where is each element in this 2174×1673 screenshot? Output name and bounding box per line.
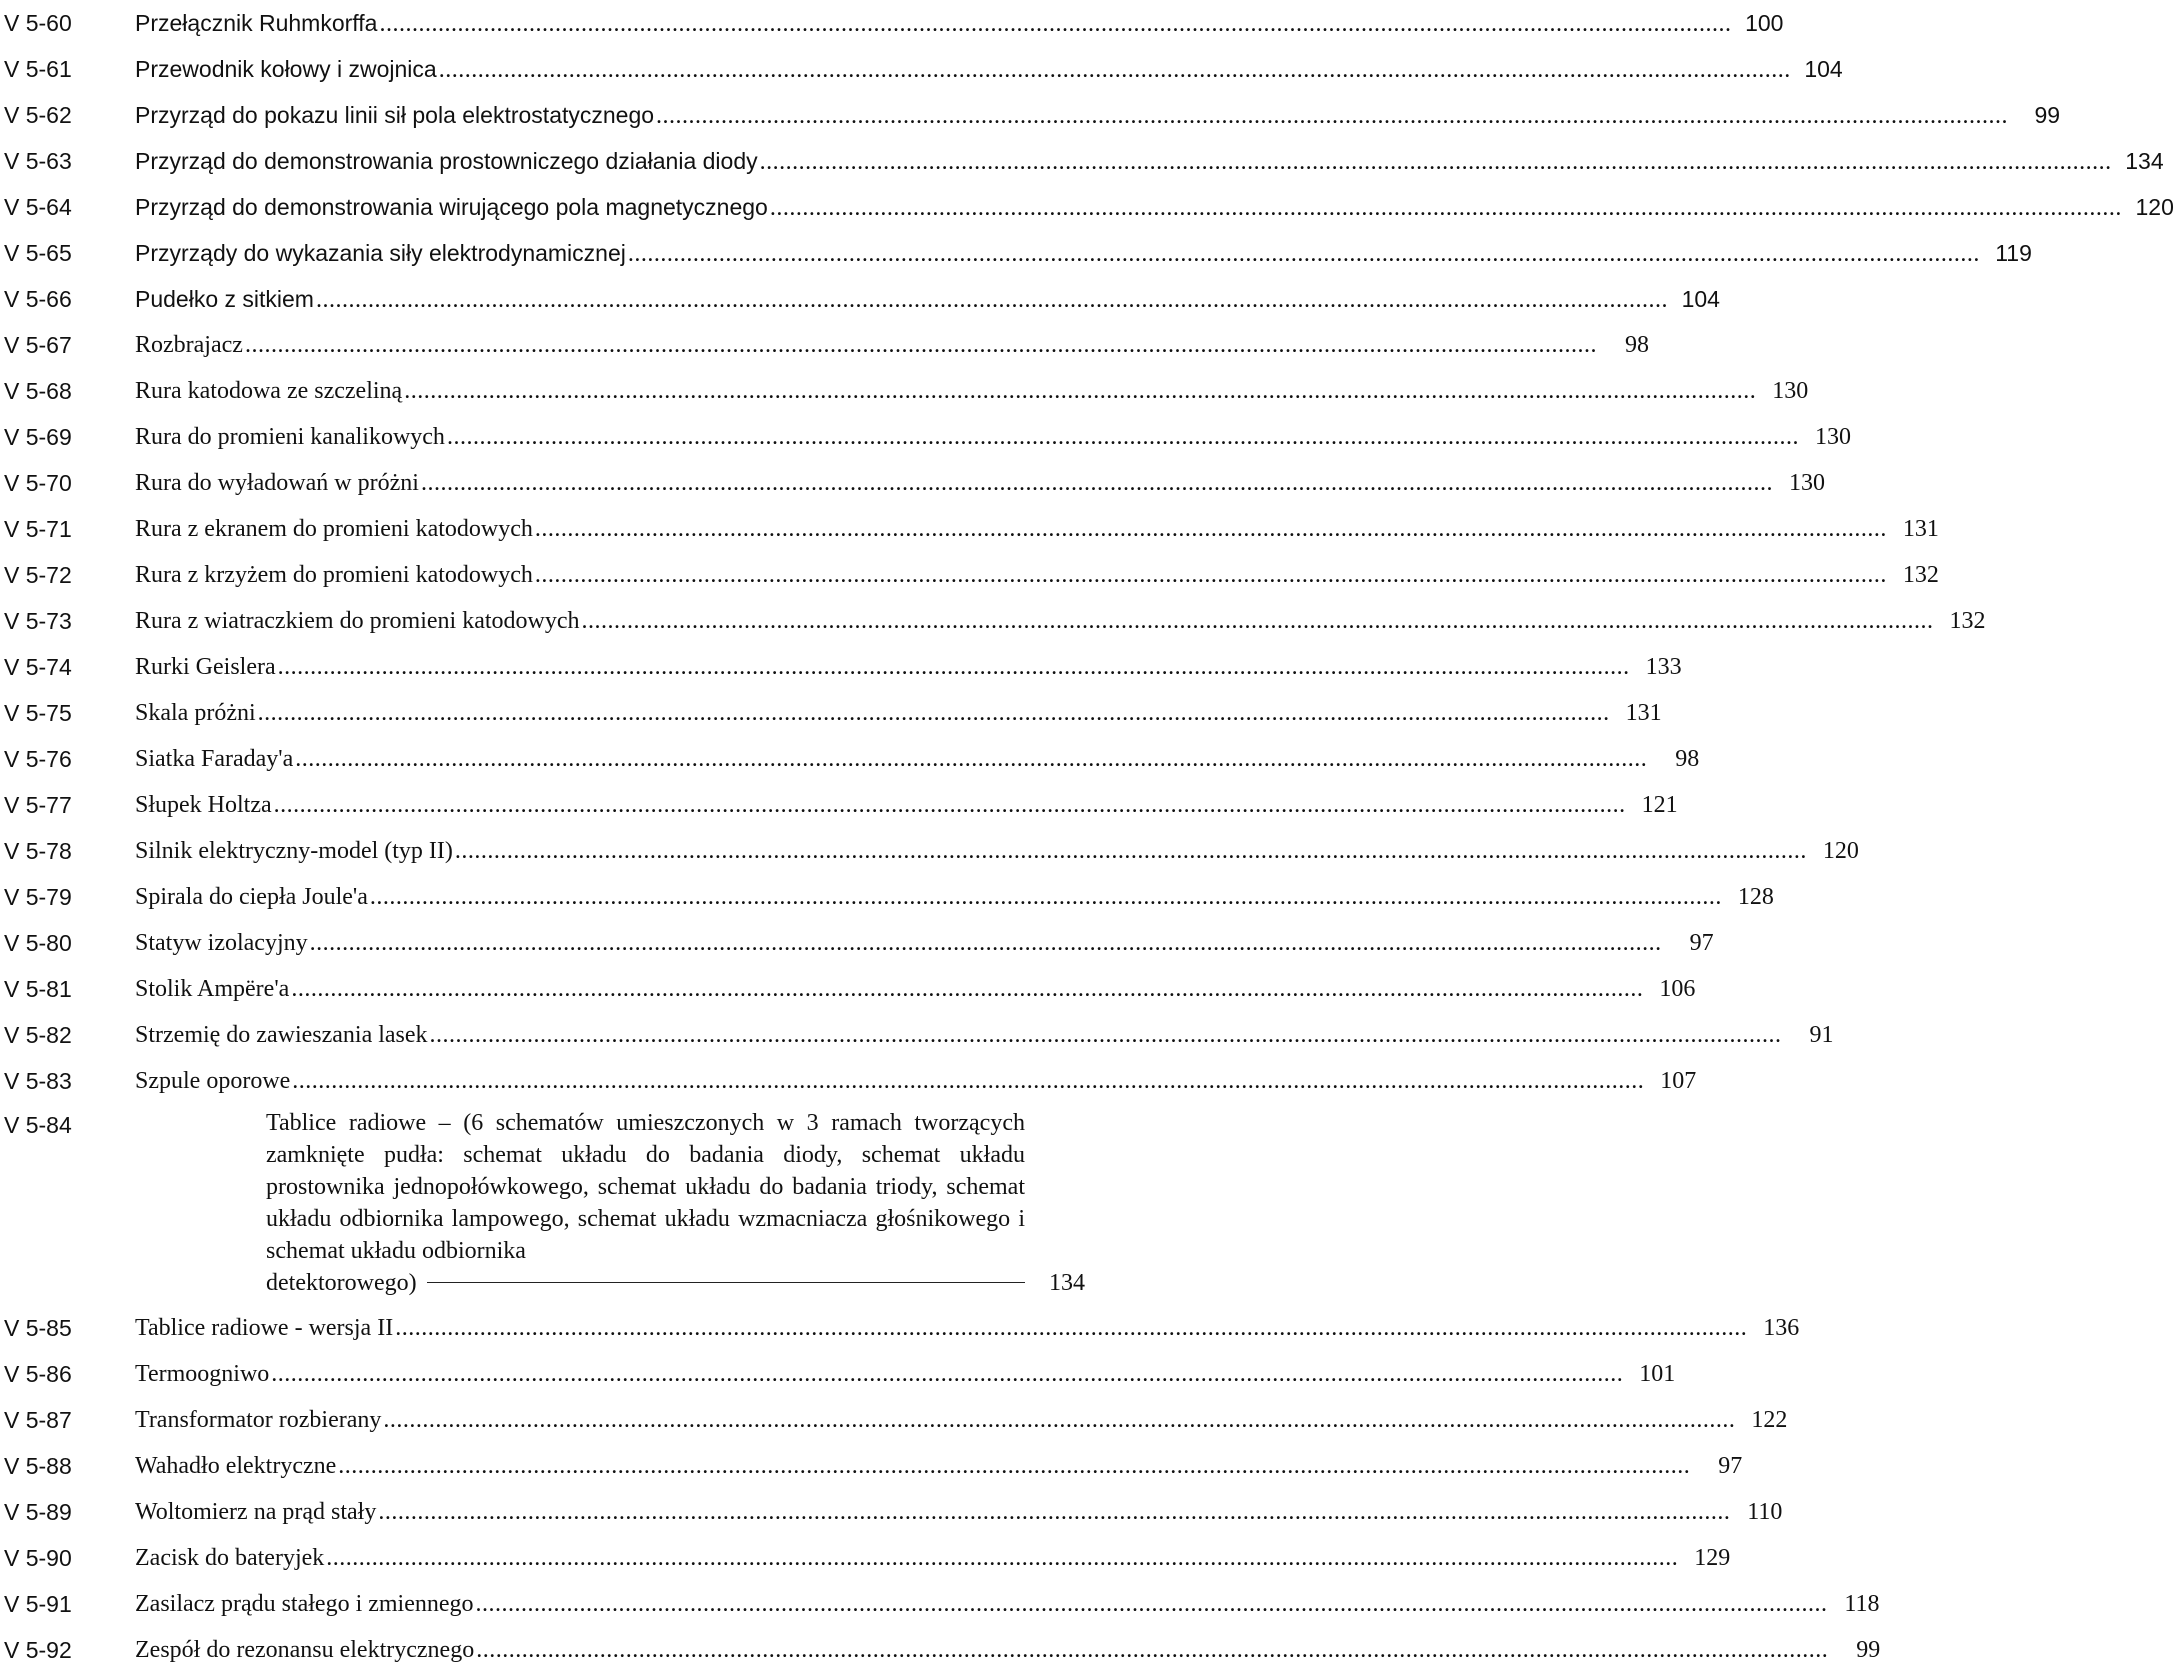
dot-leader [760, 139, 2112, 185]
entry-body [135, 276, 1720, 323]
toc-entry [4, 966, 1696, 1012]
entry-title: Rura katodowa ze szczeliną [135, 378, 403, 404]
dot-leader [430, 1012, 1782, 1058]
entry-title: Wahadło elektryczne [135, 1453, 337, 1479]
entry-page-number: 132 [1949, 608, 1986, 634]
dot-leader [245, 322, 1597, 368]
entry-page-number: 100 [1745, 10, 1784, 36]
entry-body [135, 184, 2174, 231]
entry-description: Tablice radiowe – (6 schematów umieszczonych w 3 ramach tworzących zamknięte pudła: schemat układu do badania diody, schemat układu prostownika jednopołówkowego, schemat układu do badania triody, schemat układu odbiornika lampowego, schemat układu wzmacniacza głośnikowego i schemat układu odbiornika [266, 1110, 1025, 1264]
entry-page-number: 122 [1751, 1407, 1788, 1433]
entry-title: Rura do wyładowań w próżni [135, 470, 419, 496]
entry-body [135, 552, 1939, 598]
entry-page-number: 134 [1049, 1270, 1085, 1296]
entry-body [135, 1489, 1783, 1535]
dot-leader [291, 966, 1643, 1012]
dot-leader [535, 552, 1887, 598]
toc-entry [4, 736, 1700, 782]
entry-code: V 5-84 [4, 1112, 72, 1138]
entry-title: Przewodnik kołowy i zwojnica [135, 56, 437, 82]
entry-code: V 5-64 [4, 194, 72, 220]
toc-entry [4, 1351, 1676, 1397]
entry-page-number: 99 [1856, 1637, 1881, 1663]
dot-leader [379, 1, 1731, 47]
toc-entry [4, 322, 1649, 368]
leader-line [427, 1282, 1025, 1283]
toc-entry [4, 782, 1678, 828]
entry-page-number: 130 [1772, 378, 1809, 404]
dot-leader [447, 414, 1799, 460]
entry-code: V 5-90 [4, 1545, 72, 1571]
entry-code: V 5-74 [4, 654, 72, 680]
toc-entry [4, 138, 2164, 184]
entry-code: V 5-62 [4, 102, 72, 128]
dot-leader [295, 736, 1647, 782]
entry-body [135, 1351, 1676, 1397]
entry-code: V 5-63 [4, 148, 72, 174]
entry-body [135, 506, 1939, 552]
entry-title: Siatka Faraday'a [135, 746, 294, 772]
dot-leader [271, 1351, 1623, 1397]
dot-leader [278, 644, 1630, 690]
entry-page-number: 131 [1625, 700, 1662, 726]
entry-code: V 5-76 [4, 746, 72, 772]
entry-code: V 5-71 [4, 516, 72, 542]
entry-page-number: 120 [1822, 838, 1859, 864]
entry-page-number: 110 [1747, 1499, 1783, 1525]
entry-code: V 5-70 [4, 470, 72, 496]
toc-entry [4, 1535, 1731, 1581]
entry-page-number: 118 [1844, 1591, 1880, 1617]
entry-body [266, 1107, 1085, 1299]
entry-title: Statyw izolacyjny [135, 930, 308, 956]
dot-leader [476, 1627, 1828, 1673]
dot-leader [292, 1058, 1644, 1104]
entry-page-number: 97 [1689, 930, 1714, 956]
entry-body [135, 46, 1843, 93]
entry-page-number: 91 [1809, 1022, 1834, 1048]
entry-title: Silnik elektryczny-model (typ II) [135, 838, 453, 864]
toc-entry [4, 506, 1939, 552]
entry-body [135, 1397, 1788, 1443]
entry-title: Rura z ekranem do promieni katodowych [135, 516, 533, 542]
dot-leader [395, 1305, 1747, 1351]
entry-body [135, 828, 1859, 874]
toc-entry [4, 552, 1939, 598]
entry-code: V 5-81 [4, 976, 72, 1002]
entry-title: Rurki Geislera [135, 654, 276, 680]
dot-leader [310, 920, 1662, 966]
dot-leader [770, 185, 2122, 231]
entry-body [135, 1581, 1880, 1627]
entry-page-number: 121 [1641, 792, 1678, 818]
toc-entry [4, 920, 1714, 966]
toc-entry [4, 1012, 1834, 1058]
entry-code: V 5-83 [4, 1068, 72, 1094]
entry-body [135, 1012, 1834, 1058]
entry-code: V 5-68 [4, 378, 72, 404]
dot-leader [404, 368, 1756, 414]
entry-title: Rura do promieni kanalikowych [135, 424, 445, 450]
entry-page-number: 129 [1694, 1545, 1731, 1571]
entry-title: Przyrządy do wykazania siły elektrodynamicznej [135, 240, 626, 266]
entry-body [135, 782, 1678, 828]
entry-code: V 5-61 [4, 56, 72, 82]
entry-page-number: 120 [2135, 194, 2174, 220]
toc-entry [4, 92, 2061, 138]
entry-title: Przyrząd do demonstrowania wirującego pola magnetycznego [135, 194, 768, 220]
toc-entry-multiline [4, 1104, 1085, 1305]
dot-leader [656, 93, 2008, 139]
entry-code: V 5-60 [4, 10, 72, 36]
dot-leader [535, 506, 1887, 552]
toc-entry [4, 1489, 1783, 1535]
entry-title: Spirala do ciepła Joule'a [135, 884, 368, 910]
toc-entry [4, 414, 1851, 460]
toc-entry [4, 230, 2032, 276]
entry-description-end: detektorowego) [266, 1270, 417, 1296]
entry-body [135, 460, 1825, 506]
toc-list-after [4, 1305, 1881, 1673]
toc-entry [4, 1581, 1880, 1627]
entry-page-number: 106 [1659, 976, 1696, 1002]
entry-title: Zacisk do bateryjek [135, 1545, 325, 1571]
toc-entry [4, 828, 1859, 874]
entry-page-number: 101 [1639, 1361, 1676, 1387]
entry-code: V 5-87 [4, 1407, 72, 1433]
toc-entry [4, 368, 1809, 414]
toc-entry [4, 1397, 1788, 1443]
toc-entry [4, 46, 1843, 92]
toc-entry [4, 1305, 1800, 1351]
entry-title: Przełącznik Ruhmkorffa [135, 10, 378, 36]
entry-body [135, 920, 1714, 966]
entry-body [135, 414, 1851, 460]
dot-leader [383, 1397, 1735, 1443]
entry-page-number: 107 [1660, 1068, 1697, 1094]
entry-code: V 5-65 [4, 240, 72, 266]
entry-code: V 5-78 [4, 838, 72, 864]
entry-page-number: 98 [1624, 332, 1649, 358]
entry-code: V 5-80 [4, 930, 72, 956]
toc-list-before [4, 0, 2174, 1104]
entry-page-number: 104 [1681, 286, 1720, 312]
entry-title: Rura z wiatraczkiem do promieni katodowych [135, 608, 580, 634]
entry-page-number: 136 [1763, 1315, 1800, 1341]
entry-body [135, 1305, 1800, 1351]
dot-leader [421, 460, 1773, 506]
dot-leader [338, 1443, 1690, 1489]
entry-title: Pudełko z sitkiem [135, 286, 314, 312]
toc-entry [4, 460, 1825, 506]
entry-code: V 5-82 [4, 1022, 72, 1048]
entry-title: Przyrząd do demonstrowania prostowniczego działania diody [135, 148, 758, 174]
entry-page-number: 133 [1645, 654, 1682, 680]
entry-body [135, 1443, 1743, 1489]
table-of-contents [4, 0, 2174, 1673]
entry-code: V 5-73 [4, 608, 72, 634]
entry-body [135, 874, 1774, 920]
entry-code: V 5-85 [4, 1315, 72, 1341]
entry-page-number: 99 [2034, 102, 2061, 128]
entry-body [135, 1535, 1731, 1581]
entry-body [135, 92, 2061, 139]
dot-leader [370, 874, 1722, 920]
entry-body [135, 322, 1649, 368]
entry-code: V 5-88 [4, 1453, 72, 1479]
entry-code: V 5-79 [4, 884, 72, 910]
entry-page-number: 130 [1814, 424, 1851, 450]
toc-entry [4, 1443, 1743, 1489]
entry-code: V 5-69 [4, 424, 72, 450]
toc-entry [4, 598, 1986, 644]
toc-entry [4, 276, 1720, 322]
entry-body [135, 1627, 1881, 1673]
entry-body [135, 230, 2032, 277]
dot-leader [439, 47, 1791, 93]
entry-code: V 5-86 [4, 1361, 72, 1387]
entry-code: V 5-92 [4, 1637, 72, 1663]
toc-entry [4, 0, 1784, 46]
entry-body [135, 1058, 1697, 1104]
entry-code: V 5-67 [4, 332, 72, 358]
entry-body [135, 138, 2164, 185]
entry-title: Tablice radiowe - wersja II [135, 1315, 394, 1341]
entry-code: V 5-89 [4, 1499, 72, 1525]
entry-body [135, 966, 1696, 1012]
toc-entry [4, 690, 1662, 736]
entry-title: Zespół do rezonansu elektrycznego [135, 1637, 475, 1663]
entry-code: V 5-66 [4, 286, 72, 312]
entry-title: Woltomierz na prąd stały [135, 1499, 377, 1525]
dot-leader [274, 782, 1626, 828]
dot-leader [628, 231, 1980, 277]
entry-title: Termoogniwo [135, 1361, 270, 1387]
entry-body [135, 368, 1809, 414]
entry-title: Rozbrajacz [135, 332, 243, 358]
entry-body [135, 0, 1784, 47]
toc-entry [4, 874, 1774, 920]
entry-title: Stolik Ampëre'a [135, 976, 290, 1002]
entry-last-line [266, 1267, 1085, 1299]
entry-page-number: 130 [1788, 470, 1825, 496]
entry-body [135, 690, 1662, 736]
dot-leader [378, 1489, 1730, 1535]
entry-body [135, 598, 1986, 644]
dot-leader [582, 598, 1934, 644]
entry-page-number: 97 [1718, 1453, 1743, 1479]
entry-title: Skala próżni [135, 700, 256, 726]
dot-leader [326, 1535, 1678, 1581]
entry-page-number: 119 [1995, 240, 2032, 266]
entry-title: Słupek Holtza [135, 792, 272, 818]
entry-body [135, 736, 1700, 782]
entry-page-number: 104 [1804, 56, 1843, 82]
dot-leader [476, 1581, 1828, 1627]
entry-code: V 5-77 [4, 792, 72, 818]
entry-code: V 5-72 [4, 562, 72, 588]
entry-title: Zasilacz prądu stałego i zmiennego [135, 1591, 474, 1617]
entry-page-number: 134 [2125, 148, 2164, 174]
entry-page-number: 132 [1902, 562, 1939, 588]
toc-entry [4, 1058, 1697, 1104]
dot-leader [455, 828, 1807, 874]
entry-title: Szpule oporowe [135, 1068, 291, 1094]
entry-page-number: 98 [1675, 746, 1700, 772]
entry-body [135, 644, 1682, 690]
entry-title: Transformator rozbierany [135, 1407, 382, 1433]
entry-code: V 5-75 [4, 700, 72, 726]
entry-title: Strzemię do zawieszania lasek [135, 1022, 428, 1048]
entry-code: V 5-91 [4, 1591, 72, 1617]
entry-page-number: 128 [1737, 884, 1774, 910]
dot-leader [258, 690, 1610, 736]
entry-title: Rura z krzyżem do promieni katodowych [135, 562, 533, 588]
toc-entry [4, 644, 1682, 690]
entry-page-number: 131 [1902, 516, 1939, 542]
entry-title: Przyrząd do pokazu linii sił pola elektrostatycznego [135, 102, 655, 128]
toc-entry [4, 184, 2174, 230]
dot-leader [316, 277, 1668, 323]
toc-entry [4, 1627, 1881, 1673]
